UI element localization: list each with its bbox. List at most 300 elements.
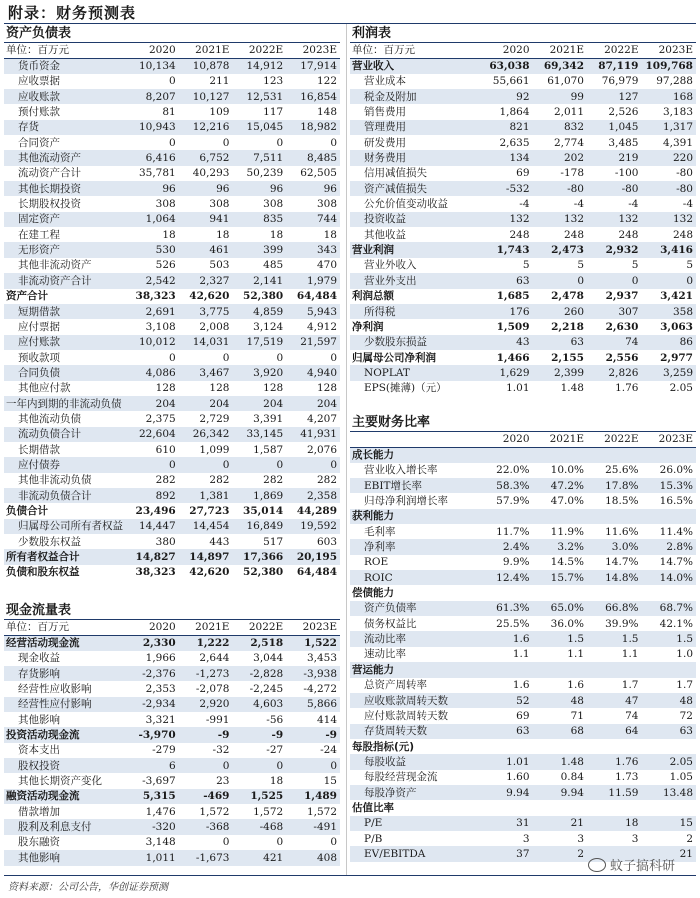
- row-value: 18: [162, 228, 176, 241]
- row-value: 3,108: [145, 320, 176, 333]
- row-value: [587, 585, 641, 600]
- row-value: 5,943: [286, 304, 340, 319]
- row-value: [533, 800, 587, 815]
- row-value: 14,897: [179, 549, 233, 564]
- row-value: 2,630: [605, 320, 639, 333]
- row-value: -1,273: [179, 666, 233, 681]
- row-value: 832: [533, 120, 587, 135]
- row-value: [533, 509, 587, 524]
- row-value: 1,864: [499, 106, 530, 119]
- row-value: 2,518: [232, 635, 286, 650]
- header-year: 2021E: [533, 43, 587, 58]
- row-value: 2,774: [553, 136, 584, 149]
- row-value: -9: [232, 727, 286, 742]
- row-value: 0: [276, 351, 284, 364]
- row-value: 4,912: [306, 320, 337, 333]
- table-row: [350, 350, 696, 365]
- row-value: 1.6: [478, 631, 532, 646]
- table-row: [350, 678, 696, 693]
- row-value: 1.48: [533, 754, 587, 769]
- row-value: [478, 662, 532, 677]
- table-row: [350, 104, 696, 119]
- table-row: [4, 519, 340, 534]
- row-value: 3: [522, 832, 530, 845]
- row-value: 2: [533, 846, 587, 861]
- row-value: [587, 662, 641, 677]
- row-value: 18: [216, 228, 230, 241]
- row-value: 1.0: [676, 648, 693, 661]
- row-value: 0: [330, 836, 337, 849]
- row-value: 892: [125, 488, 179, 503]
- row-value: 17,914: [286, 58, 340, 73]
- row-value: 68.7%: [641, 601, 696, 616]
- row-value: 10.0%: [550, 464, 584, 477]
- row-value: 3,920: [232, 365, 286, 380]
- row-value: 1.7: [621, 679, 639, 692]
- row-value: 63: [478, 273, 532, 288]
- row-value: -2,078: [195, 683, 230, 696]
- row-value: 2,977: [660, 351, 693, 364]
- row-value: -491: [286, 819, 340, 834]
- row-value: 26.0%: [659, 464, 693, 477]
- row-value: 18.5%: [605, 495, 639, 508]
- row-value: 1,381: [179, 488, 233, 503]
- row-value: 63: [641, 724, 696, 739]
- income-statement-table: [350, 43, 696, 396]
- table-row: [350, 570, 696, 585]
- row-value: 18: [269, 775, 284, 788]
- header-year: 2021E: [179, 43, 233, 58]
- row-value: 132: [533, 212, 587, 227]
- table-row: [350, 693, 696, 708]
- row-label: 预付账款: [18, 106, 60, 119]
- row-value: 74: [625, 709, 639, 722]
- row-value: 64,484: [296, 566, 337, 579]
- row-value: 1.5: [641, 631, 696, 646]
- row-value: 1.1: [567, 648, 584, 661]
- row-value: 14,031: [179, 335, 233, 350]
- row-label: 应收票据: [18, 75, 60, 88]
- row-value: 2,141: [232, 273, 286, 288]
- table-row: [350, 662, 696, 677]
- row-value: 15.3%: [641, 478, 696, 493]
- row-value: 18,982: [286, 120, 340, 135]
- row-value: 4,086: [125, 365, 179, 380]
- row-label: 归属母公司所有者权益: [4, 519, 125, 534]
- row-value: -3,938: [286, 666, 340, 681]
- row-label: 净利率: [350, 539, 478, 554]
- row-value: 307: [587, 304, 641, 319]
- row-label: 其他非流动资产: [18, 259, 92, 272]
- row-label: 股利及利息支付: [4, 819, 125, 834]
- row-value: 821: [478, 120, 532, 135]
- table-row: [350, 816, 696, 831]
- table-row: [4, 166, 340, 181]
- row-label: 营业利润: [350, 242, 478, 257]
- row-value: 31: [478, 816, 532, 831]
- row-value: 282: [209, 474, 230, 487]
- table-row: [350, 227, 696, 242]
- table-row: [350, 463, 696, 478]
- row-label: 少数股东权益: [18, 535, 81, 548]
- row-value: 380: [155, 535, 176, 548]
- row-value: -80: [587, 181, 641, 196]
- row-value: [587, 800, 641, 815]
- row-label: 现金收益: [18, 652, 60, 665]
- row-value: -100: [614, 167, 639, 180]
- row-label: 固定资产: [4, 212, 125, 227]
- row-label: P/E: [350, 816, 478, 831]
- table-row: [4, 258, 340, 273]
- table-row: [350, 831, 696, 846]
- row-value: 18: [269, 228, 284, 241]
- row-label: 其他影响: [4, 850, 125, 865]
- row-label: 其他流动资产: [4, 150, 125, 165]
- row-value: [533, 662, 587, 677]
- table-header-row: [4, 43, 340, 58]
- table-row: [4, 181, 340, 196]
- table-row: [4, 135, 340, 150]
- row-label: ROE: [364, 556, 389, 569]
- row-value: 3,183: [662, 106, 693, 119]
- table-row: [350, 616, 696, 631]
- header-year: 2020: [125, 43, 179, 58]
- row-value: -4: [628, 198, 639, 211]
- row-value: 17,366: [232, 549, 286, 564]
- row-value: 38,323: [135, 290, 176, 303]
- row-value: 4,940: [286, 365, 340, 380]
- row-value: 23,496: [135, 504, 176, 517]
- row-value: 128: [209, 382, 230, 395]
- table-row: [350, 708, 696, 723]
- row-value: -178: [560, 167, 584, 180]
- row-label: 在建工程: [18, 228, 60, 241]
- row-value: 5,866: [286, 697, 340, 712]
- table-row: [350, 555, 696, 570]
- row-value: 0: [286, 457, 340, 472]
- row-value: 4,859: [232, 304, 286, 319]
- table-row: [350, 150, 696, 165]
- row-value: 17,519: [232, 335, 286, 350]
- table-row: [4, 273, 340, 288]
- row-label: 借款增加: [18, 805, 60, 818]
- table-row: [350, 739, 696, 754]
- row-value: [641, 662, 696, 677]
- row-value: 4,391: [662, 136, 693, 149]
- row-value: 530: [125, 242, 179, 257]
- row-value: [533, 585, 587, 600]
- row-value: 48: [533, 693, 587, 708]
- table-row: [350, 181, 696, 196]
- row-label: 负债和股东权益: [6, 566, 80, 579]
- row-value: 40,293: [192, 167, 230, 180]
- row-value: 202: [533, 150, 587, 165]
- header-year: 2022E: [232, 43, 286, 58]
- row-value: 96: [286, 181, 340, 196]
- row-value: -468: [232, 819, 286, 834]
- row-label: 股权投资: [4, 758, 125, 773]
- row-value: -80: [641, 181, 696, 196]
- row-label: 毛利率: [364, 525, 396, 538]
- row-value: [533, 739, 587, 754]
- row-label: 合同资产: [18, 136, 60, 149]
- table-row: [4, 396, 340, 411]
- row-label: 融资活动现金流: [4, 789, 125, 804]
- row-value: 503: [209, 259, 230, 272]
- table-row: [4, 666, 340, 681]
- row-value: 109: [209, 106, 230, 119]
- row-value: 57.9%: [496, 495, 530, 508]
- row-value: 2,635: [499, 136, 530, 149]
- source-note: 资料来源：公司公告，华创证券预测: [8, 882, 168, 893]
- table-row: [4, 651, 340, 666]
- row-value: 248: [509, 228, 530, 241]
- row-value: 2,375: [145, 412, 176, 425]
- row-value: 35,781: [138, 167, 176, 180]
- header-unit: 单位：百万元: [4, 620, 125, 635]
- row-value: 2: [686, 832, 693, 845]
- row-label: 归母净利润增长率: [364, 495, 448, 508]
- row-value: 3,421: [660, 290, 693, 303]
- row-value: 4,603: [232, 697, 286, 712]
- row-value: 44,289: [296, 504, 337, 517]
- row-label: 其他收益: [364, 228, 406, 241]
- row-value: 0: [330, 351, 337, 364]
- row-value: 33,145: [232, 427, 286, 442]
- table-row: [4, 365, 340, 380]
- row-value: 3,259: [641, 365, 696, 380]
- row-value: 47: [587, 693, 641, 708]
- table-header-row: [350, 43, 696, 58]
- row-label: 存货周转天数: [350, 724, 478, 739]
- row-value: [587, 509, 641, 524]
- row-value: 0: [587, 273, 641, 288]
- wechat-icon: [588, 858, 606, 872]
- row-value: [641, 800, 696, 815]
- row-value: 2,644: [199, 652, 230, 665]
- row-value: [478, 447, 532, 462]
- row-label: NOPLAT: [350, 365, 478, 380]
- row-value: 9.94: [478, 785, 532, 800]
- header-year: 2022E: [587, 432, 641, 447]
- row-value: 308: [209, 198, 230, 211]
- row-label: 所得税: [350, 304, 478, 319]
- row-value: 21: [641, 846, 696, 861]
- row-label: 总资产周转率: [364, 679, 427, 692]
- row-value: 41,931: [286, 427, 340, 442]
- row-value: -469: [179, 789, 233, 804]
- row-value: -32: [212, 744, 230, 757]
- table-row: [4, 319, 340, 334]
- row-label: 流动资产合计: [18, 167, 81, 180]
- row-value: 2,556: [605, 351, 639, 364]
- row-value: 0: [169, 351, 176, 364]
- row-value: -532: [478, 181, 532, 196]
- row-value: 408: [286, 850, 340, 865]
- row-value: 1.5: [533, 631, 587, 646]
- row-value: 15: [641, 816, 696, 831]
- row-value: 18: [587, 816, 641, 831]
- table-row: [4, 835, 340, 850]
- balance-sheet-table: [4, 43, 340, 580]
- row-value: 23: [216, 775, 230, 788]
- row-value: 27,723: [189, 504, 230, 517]
- row-value: 132: [641, 212, 696, 227]
- row-value: -80: [533, 181, 587, 196]
- row-label: 管理费用: [350, 120, 478, 135]
- row-value: 14,912: [232, 58, 286, 73]
- row-value: -279: [152, 744, 176, 757]
- row-value: 10,134: [125, 58, 179, 73]
- row-label: 偿债能力: [352, 587, 394, 600]
- row-value: [641, 509, 696, 524]
- table-row: [350, 754, 696, 769]
- row-value: 1,222: [179, 635, 233, 650]
- row-label: 存货: [4, 120, 125, 135]
- row-value: -2,376: [125, 666, 179, 681]
- row-value: 3,044: [253, 652, 284, 665]
- row-label: 营业外支出: [350, 273, 478, 288]
- row-value: [641, 739, 696, 754]
- row-value: 17.8%: [587, 478, 641, 493]
- row-value: 15.7%: [533, 570, 587, 585]
- row-value: 421: [232, 850, 286, 865]
- table-row: [350, 800, 696, 815]
- row-label: 应付账款周转天数: [364, 709, 448, 722]
- row-value: 47.2%: [533, 478, 587, 493]
- table-row: [4, 89, 340, 104]
- row-label: 信用减值损失: [364, 167, 427, 180]
- row-value: 1,522: [286, 635, 340, 650]
- row-label: EBIT增长率: [350, 478, 478, 493]
- row-value: 260: [533, 304, 587, 319]
- row-value: 2,937: [605, 290, 639, 303]
- table-row: [4, 242, 340, 257]
- table-row: [4, 789, 340, 804]
- row-value: 308: [155, 198, 176, 211]
- row-value: 69,342: [533, 58, 587, 73]
- row-value: 3.0%: [587, 539, 641, 554]
- row-value: 96: [125, 181, 179, 196]
- table-row: [4, 743, 340, 758]
- row-value: 69: [516, 167, 530, 180]
- row-label: 负债合计: [6, 504, 48, 517]
- row-value: 168: [641, 89, 696, 104]
- row-label: 营业成本: [364, 75, 406, 88]
- row-value: 0: [641, 273, 696, 288]
- row-value: 39.9%: [605, 617, 639, 630]
- row-value: 66.8%: [587, 601, 641, 616]
- row-value: 248: [563, 228, 584, 241]
- row-label: 经营活动现金流: [4, 635, 125, 650]
- page-title: 附录：财务预测表: [8, 4, 137, 22]
- row-value: 55,661: [492, 75, 530, 88]
- row-value: 10,943: [125, 120, 179, 135]
- table-row: [350, 365, 696, 380]
- table-row: [350, 381, 696, 396]
- row-value: 835: [232, 212, 286, 227]
- row-value: 1,572: [199, 805, 230, 818]
- row-label: 成长能力: [350, 447, 478, 462]
- row-label: 其他非流动负债: [18, 474, 92, 487]
- row-value: 2,353: [145, 683, 176, 696]
- row-value: 61.3%: [478, 601, 532, 616]
- row-value: 128: [316, 382, 337, 395]
- row-value: 2,076: [306, 443, 337, 456]
- row-label: EPS(摊薄)（元）: [364, 382, 447, 395]
- header-unit: 单位：百万元: [4, 43, 125, 58]
- table-row: [350, 58, 696, 73]
- row-value: [587, 739, 641, 754]
- row-value: 11.6%: [605, 525, 639, 538]
- table-row: [350, 770, 696, 785]
- row-value: 1.01: [506, 382, 530, 395]
- row-value: 610: [155, 443, 176, 456]
- column-divider: [346, 24, 347, 875]
- row-value: 7,511: [232, 150, 286, 165]
- row-label: 营运能力: [350, 662, 478, 677]
- row-label: 无形资产: [4, 242, 125, 257]
- table-row: [4, 804, 340, 819]
- row-value: 22.0%: [496, 464, 530, 477]
- row-value: 10,127: [179, 89, 233, 104]
- row-value: 5: [577, 259, 584, 272]
- header-year: 2022E: [587, 43, 641, 58]
- row-value: 63: [478, 724, 532, 739]
- row-value: 211: [209, 75, 230, 88]
- row-value: 50,239: [246, 167, 284, 180]
- row-value: 470: [316, 259, 337, 272]
- row-value: -27: [266, 744, 284, 757]
- row-value: -368: [179, 819, 233, 834]
- row-value: -320: [125, 819, 179, 834]
- row-value: 38,323: [135, 566, 176, 579]
- row-value: 11.4%: [659, 525, 693, 538]
- row-value: 9.9%: [502, 556, 530, 569]
- row-label: 合同负债: [4, 365, 125, 380]
- row-value: 71: [570, 709, 584, 722]
- row-value: 19,592: [286, 519, 340, 534]
- header-year: 2023E: [641, 432, 696, 447]
- row-value: -4: [682, 198, 693, 211]
- row-label: 每股净资产: [350, 785, 478, 800]
- row-value: 1,011: [125, 850, 179, 865]
- row-value: -2,245: [249, 683, 284, 696]
- row-value: 2.8%: [641, 539, 696, 554]
- cash-flow-table: [4, 620, 340, 866]
- row-value: 5: [522, 259, 530, 272]
- row-value: 603: [316, 535, 337, 548]
- row-value: 3,063: [660, 320, 693, 333]
- row-value: 65.0%: [533, 601, 587, 616]
- row-value: 35,014: [243, 504, 284, 517]
- table-row: [350, 135, 696, 150]
- table-row: [350, 196, 696, 211]
- table-row: [4, 534, 340, 549]
- row-value: 343: [286, 242, 340, 257]
- row-value: 0.84: [560, 771, 584, 784]
- row-label: 其他长期资产变化: [18, 775, 102, 788]
- row-value: 4,207: [306, 412, 337, 425]
- row-value: 2,826: [587, 365, 641, 380]
- row-value: 204: [286, 396, 340, 411]
- row-value: 1,466: [496, 351, 530, 364]
- row-value: 9.94: [533, 785, 587, 800]
- row-value: [478, 585, 532, 600]
- row-label: 长期股权投资: [18, 198, 81, 211]
- row-value: 128: [155, 382, 176, 395]
- bottom-divider: [4, 875, 696, 876]
